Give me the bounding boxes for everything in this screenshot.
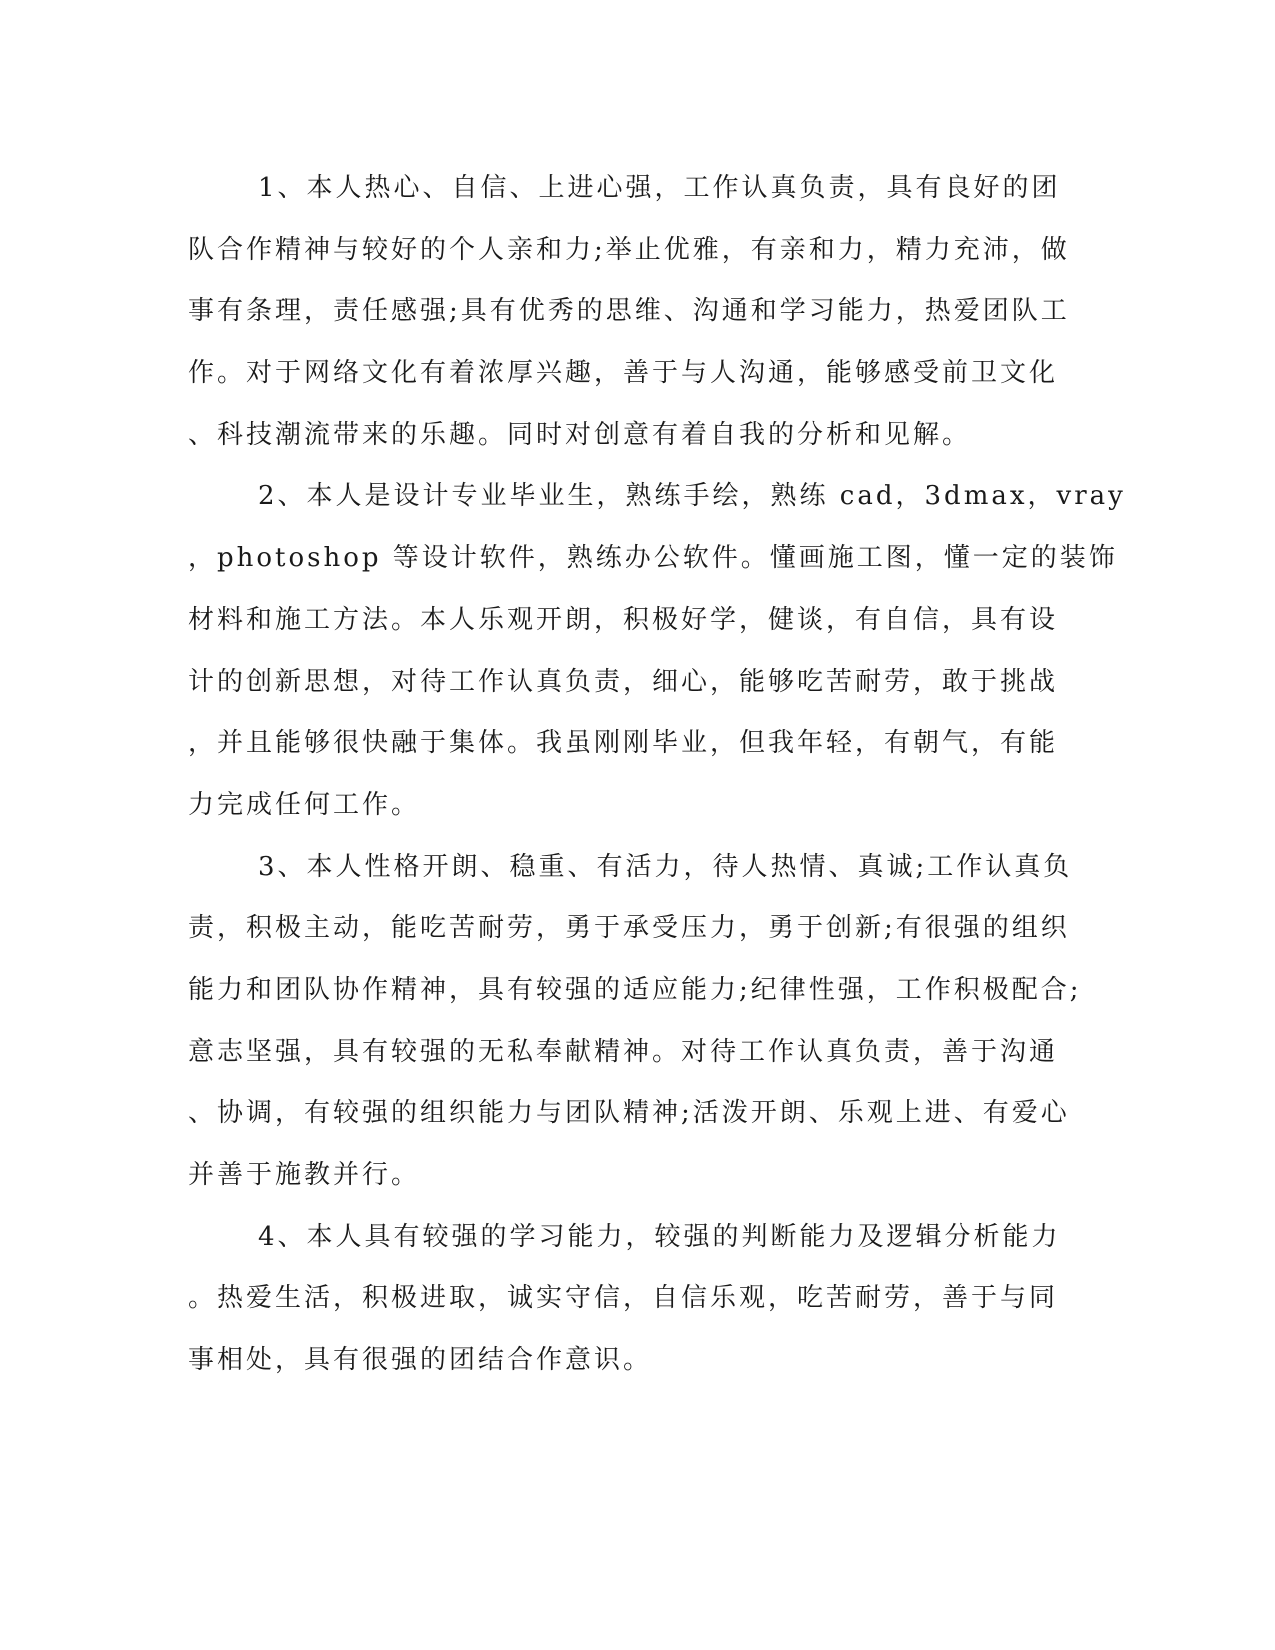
paragraph-1: [188, 158, 1088, 466]
paragraph-line: 3、本人性格开朗、稳重、有活力，待人热情、真诚;工作认真负: [258, 851, 1073, 882]
paragraph-4: [188, 1207, 1088, 1392]
paragraph-2: [188, 466, 1126, 836]
document-body: [188, 158, 1126, 1392]
paragraph-line: 作。对于网络文化有着浓厚兴趣，善于与人沟通，能够感受前卫文化: [188, 358, 1059, 389]
paragraph-line: ，photoshop 等设计软件，熟练办公软件。懂画施工图，懂一定的装饰: [188, 543, 1118, 574]
paragraph-line: 意志坚强，具有较强的无私奉献精神。对待工作认真负责，善于沟通: [188, 1036, 1059, 1067]
paragraph-line: 、科技潮流带来的乐趣。同时对创意有着自我的分析和见解。: [188, 419, 972, 450]
paragraph-line: 1、本人热心、自信、上进心强，工作认真负责，具有良好的团: [258, 173, 1061, 203]
paragraph-line: 。热爱生活，积极进取，诚实守信，自信乐观，吃苦耐劳，善于与同: [188, 1283, 1059, 1314]
paragraph-line: 、协调，有较强的组织能力与团队精神;活泼开朗、乐观上进、有爱心: [188, 1098, 1070, 1129]
paragraph-line: 事相处，具有很强的团结合作意识。: [188, 1345, 653, 1376]
paragraph-line: 并善于施教并行。: [188, 1160, 421, 1190]
paragraph-line: 队合作精神与较好的个人亲和力;举止优雅，有亲和力，精力充沛，做: [188, 234, 1070, 265]
paragraph-line: 材料和施工方法。本人乐观开朗，积极好学，健谈，有自信，具有设: [188, 604, 1059, 635]
paragraph-3: [188, 837, 1088, 1207]
paragraph-line: ，并且能够很快融于集体。我虽刚刚毕业，但我年轻，有朝气，有能: [188, 728, 1059, 759]
paragraph-line: 力完成任何工作。: [188, 789, 421, 820]
paragraph-line: 事有条理，责任感强;具有优秀的思维、沟通和学习能力，热爱团队工: [188, 296, 1070, 327]
paragraph-line: 计的创新思想，对待工作认真负责，细心，能够吃苦耐劳，敢于挑战: [188, 666, 1059, 697]
paragraph-line: 能力和团队协作精神，具有较强的适应能力;纪律性强，工作积极配合;: [188, 974, 1082, 1005]
paragraph-line: 2、本人是设计专业毕业生，熟练手绘，熟练 cad，3dmax，vray: [258, 481, 1126, 512]
paragraph-line: 4、本人具有较强的学习能力，较强的判断能力及逻辑分析能力: [258, 1221, 1061, 1252]
paragraph-line: 责，积极主动，能吃苦耐劳，勇于承受压力，勇于创新;有很强的组织: [188, 913, 1070, 944]
